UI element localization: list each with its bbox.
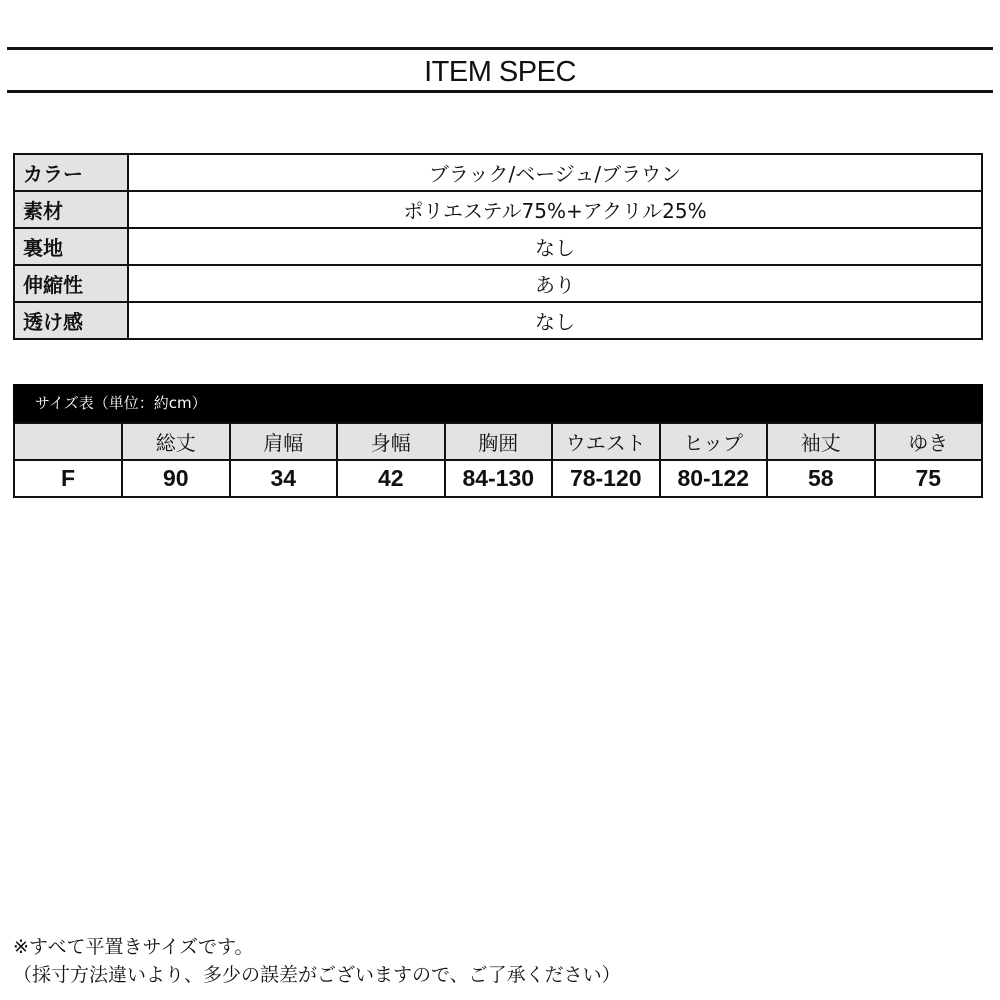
- spec-table: [13, 153, 983, 340]
- size-column-header: 肩幅: [230, 423, 338, 460]
- page-title: ITEM SPEC: [424, 56, 576, 88]
- size-column-header: 胸囲: [445, 423, 553, 460]
- spec-value: ポリエステル75%+アクリル25%: [128, 191, 982, 228]
- size-column-header: 身幅: [337, 423, 445, 460]
- spec-value: なし: [128, 302, 982, 339]
- footnote-flat-measurement: ※すべて平置きサイズです。: [13, 936, 254, 958]
- size-column-header: 袖丈: [767, 423, 875, 460]
- spec-label: 裏地: [14, 228, 128, 265]
- spec-value: なし: [128, 228, 982, 265]
- size-column-header: 総丈: [122, 423, 230, 460]
- spec-value: あり: [128, 265, 982, 302]
- spec-value: ブラック/ベージュ/ブラウン: [128, 154, 982, 191]
- size-value: 58: [767, 460, 875, 497]
- size-value: 34: [230, 460, 338, 497]
- spec-label: カラー: [14, 154, 128, 191]
- spec-label: 透け感: [14, 302, 128, 339]
- size-value: 84-130: [445, 460, 553, 497]
- size-value: 80-122: [660, 460, 768, 497]
- size-label: F: [14, 460, 122, 497]
- size-column-header: ウエスト: [552, 423, 660, 460]
- header-bottom-rule: [7, 90, 993, 93]
- spec-row-lining: [14, 228, 982, 265]
- size-header-row: [14, 423, 982, 460]
- size-table-title: サイズ表（単位：約cm）: [13, 384, 983, 422]
- size-row-f: [14, 460, 982, 497]
- size-column-header: ヒップ: [660, 423, 768, 460]
- size-value: 90: [122, 460, 230, 497]
- footnote-measurement-error: （採寸方法違いより、多少の誤差がございますので、ご了承ください）: [13, 964, 621, 986]
- spec-row-material: [14, 191, 982, 228]
- spec-row-stretch: [14, 265, 982, 302]
- size-column-header: ゆき: [875, 423, 983, 460]
- spec-row-sheerness: [14, 302, 982, 339]
- size-value: 78-120: [552, 460, 660, 497]
- spec-label: 伸縮性: [14, 265, 128, 302]
- size-value: 42: [337, 460, 445, 497]
- size-header-corner: [14, 423, 122, 460]
- size-table: [13, 422, 983, 498]
- spec-row-color: [14, 154, 982, 191]
- size-value: 75: [875, 460, 983, 497]
- spec-label: 素材: [14, 191, 128, 228]
